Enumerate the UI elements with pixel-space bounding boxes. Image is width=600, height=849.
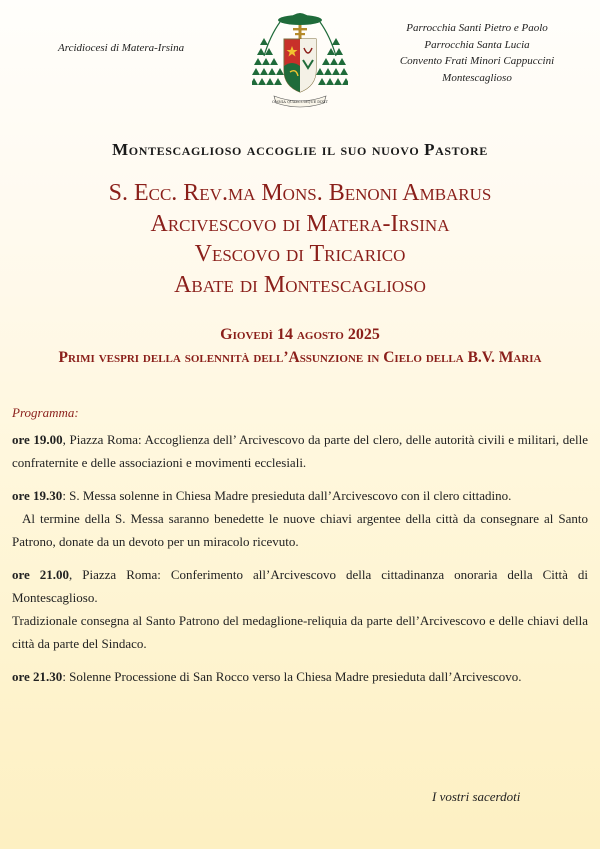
archdiocese-name: Arcidiocesi di Matera-Irsina [58, 42, 185, 54]
program-time: ore 19.00 [12, 432, 63, 447]
parish-line: Parrocchia Santi Pietro e Paolo [406, 22, 548, 34]
parish-line: Montescaglioso [442, 71, 512, 84]
coat-of-arms-icon [252, 8, 348, 108]
program-item [12, 563, 588, 609]
welcome-heading: Montescaglioso accoglie il suo nuovo Pastore [112, 140, 488, 159]
program-time: ore 21.30 [12, 669, 63, 684]
program-item [12, 428, 588, 474]
bishop-title-block [0, 178, 600, 300]
program-time: ore 19.30 [12, 488, 63, 503]
parishes-block [372, 20, 582, 86]
program-time: ore 21.00 [12, 567, 70, 582]
bishop-line: S. Ecc. Rev.ma Mons. Benoni Ambarus [108, 180, 492, 206]
program-item [12, 484, 588, 507]
program-text: : S. Messa solenne in Chiesa Madre presieduta dall’Arcivescovo con il clero cittadino. [62, 488, 512, 503]
bishop-line: Arcivescovo di Matera-Irsina [150, 210, 450, 237]
program-text: , Piazza Roma: Conferimento all’Arcivescovo della cittadinanza onoraria della Città di Montescaglioso. [12, 567, 588, 605]
program-text: : Solenne Processione di San Rocco verso la Chiesa Madre presieduta dall’Arcivescovo. [62, 669, 522, 684]
program-label: Programma: [12, 405, 79, 420]
bishop-line: Abate di Montescaglioso [174, 271, 426, 298]
program-item [12, 665, 588, 688]
program-text: , Piazza Roma: Accoglienza dell’ Arcivescovo da parte del clero, delle autorità civili e militari, delle confraternite e delle associazioni e movimenti ecclesiali. [12, 432, 588, 470]
signature: I vostri sacerdoti [432, 789, 521, 804]
program-extra: Tradizionale consegna al Santo Patrono del medaglione-reliquia da parte dell’Arcivescovo e delle chiavi della città da parte del Sindaco. [12, 613, 588, 651]
event-date: Giovedì 14 agosto 2025 [220, 326, 380, 343]
vespers-subtitle: Primi vespri della solennità dell’Assunzione in Cielo della B.V. Maria [58, 349, 542, 366]
svg-text:OMNIA QUAECUMQUE DIXIT: OMNIA QUAECUMQUE DIXIT [272, 100, 328, 104]
program-extra: Al termine della S. Messa saranno benedette le nuove chiavi argentee della città da consegnare al Santo Patrono, donate da un devoto per un miracolo ricevuto. [12, 511, 588, 549]
parish-line: Convento Frati Minori Cappuccini [399, 55, 555, 67]
bishop-line: Vescovo di Tricarico [194, 241, 406, 267]
program-list [12, 428, 588, 698]
parish-line: Parrocchia Santa Lucia [424, 38, 530, 51]
